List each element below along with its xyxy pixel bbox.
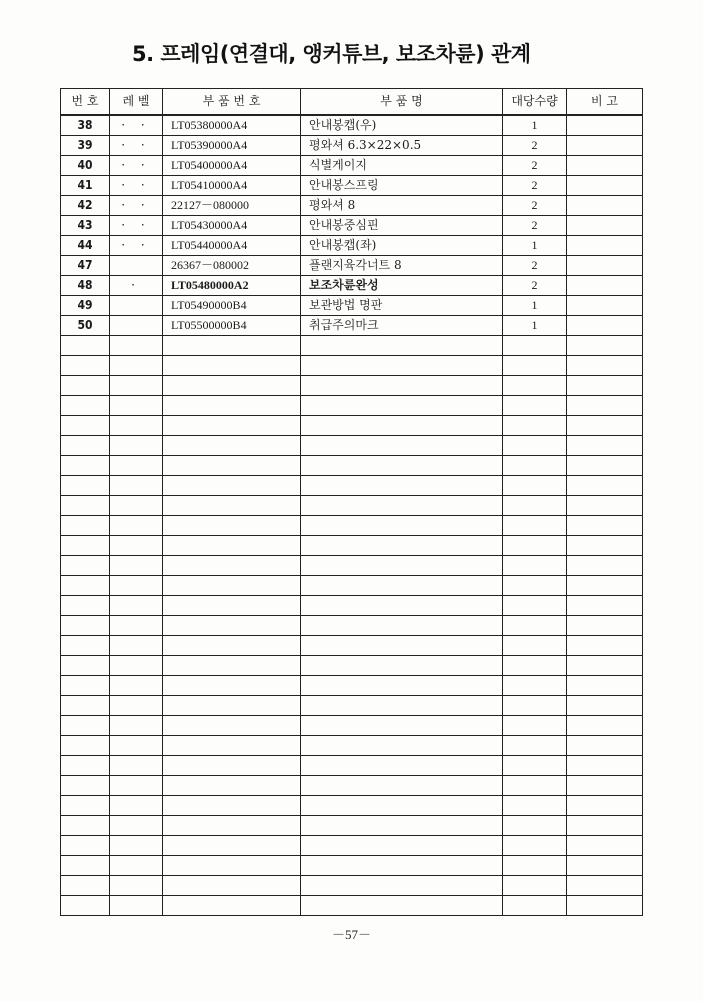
empty-cell <box>110 856 163 876</box>
empty-cell <box>567 896 643 916</box>
empty-cell <box>567 716 643 736</box>
cell-qty: 2 <box>503 256 567 276</box>
empty-cell <box>301 636 503 656</box>
empty-cell <box>110 756 163 776</box>
cell-level <box>110 256 163 276</box>
empty-cell <box>61 496 110 516</box>
cell-part-name: 평와셔 8 <box>301 196 503 216</box>
empty-cell <box>163 616 301 636</box>
empty-cell <box>567 656 643 676</box>
empty-cell <box>61 836 110 856</box>
cell-part-no: LT05490000B4 <box>163 296 301 316</box>
empty-cell <box>61 616 110 636</box>
empty-cell <box>503 616 567 636</box>
empty-cell <box>110 396 163 416</box>
empty-cell <box>503 636 567 656</box>
empty-cell <box>301 456 503 476</box>
empty-cell <box>301 336 503 356</box>
cell-no: 42 <box>61 196 110 216</box>
empty-cell <box>567 476 643 496</box>
empty-cell <box>301 816 503 836</box>
empty-cell <box>61 436 110 456</box>
cell-note <box>567 276 643 296</box>
empty-cell <box>61 396 110 416</box>
empty-cell <box>567 636 643 656</box>
table-row <box>61 316 643 336</box>
empty-cell <box>61 516 110 536</box>
page-number: －57－ <box>331 927 371 942</box>
empty-cell <box>61 876 110 896</box>
empty-cell <box>567 616 643 636</box>
empty-cell <box>567 376 643 396</box>
empty-cell <box>163 716 301 736</box>
empty-cell <box>163 516 301 536</box>
empty-cell <box>503 416 567 436</box>
cell-part-name: 보관방법 명판 <box>301 296 503 316</box>
empty-table-row <box>61 676 643 696</box>
cell-no: 38 <box>61 115 110 136</box>
empty-cell <box>110 436 163 456</box>
empty-cell <box>110 596 163 616</box>
empty-cell <box>301 356 503 376</box>
empty-cell <box>567 796 643 816</box>
empty-cell <box>110 356 163 376</box>
empty-cell <box>567 516 643 536</box>
empty-cell <box>567 396 643 416</box>
empty-cell <box>61 676 110 696</box>
empty-cell <box>163 336 301 356</box>
cell-level: · · <box>110 136 163 156</box>
empty-cell <box>163 376 301 396</box>
empty-cell <box>567 456 643 476</box>
empty-cell <box>61 756 110 776</box>
empty-table-row <box>61 856 643 876</box>
empty-cell <box>110 336 163 356</box>
empty-cell <box>110 696 163 716</box>
empty-cell <box>110 456 163 476</box>
empty-cell <box>61 536 110 556</box>
empty-cell <box>301 796 503 816</box>
cell-qty: 1 <box>503 296 567 316</box>
empty-cell <box>61 456 110 476</box>
empty-cell <box>110 516 163 536</box>
empty-cell <box>61 636 110 656</box>
empty-cell <box>110 736 163 756</box>
empty-cell <box>503 736 567 756</box>
empty-cell <box>301 596 503 616</box>
empty-cell <box>503 896 567 916</box>
empty-cell <box>163 816 301 836</box>
cell-part-name: 식별게이지 <box>301 156 503 176</box>
empty-cell <box>503 776 567 796</box>
empty-cell <box>503 376 567 396</box>
empty-cell <box>110 476 163 496</box>
empty-cell <box>301 896 503 916</box>
header-note: 비 고 <box>567 89 643 116</box>
empty-cell <box>301 376 503 396</box>
empty-cell <box>61 656 110 676</box>
empty-cell <box>163 416 301 436</box>
empty-cell <box>61 596 110 616</box>
empty-cell <box>503 656 567 676</box>
empty-cell <box>301 696 503 716</box>
empty-cell <box>110 836 163 856</box>
table-row <box>61 276 643 296</box>
empty-cell <box>503 516 567 536</box>
cell-part-name: 플랜지육각너트 8 <box>301 256 503 276</box>
empty-cell <box>503 496 567 516</box>
cell-no: 44 <box>61 236 110 256</box>
empty-cell <box>163 656 301 676</box>
empty-cell <box>503 576 567 596</box>
cell-part-name: 평와셔 6.3×22×0.5 <box>301 136 503 156</box>
empty-cell <box>503 796 567 816</box>
empty-table-row <box>61 696 643 716</box>
cell-note <box>567 216 643 236</box>
empty-cell <box>110 716 163 736</box>
empty-cell <box>503 696 567 716</box>
cell-part-name: 안내봉캡(좌) <box>301 236 503 256</box>
empty-cell <box>503 856 567 876</box>
empty-cell <box>567 816 643 836</box>
cell-note <box>567 176 643 196</box>
empty-cell <box>503 436 567 456</box>
empty-cell <box>61 376 110 396</box>
empty-cell <box>61 736 110 756</box>
empty-table-row <box>61 396 643 416</box>
empty-cell <box>301 836 503 856</box>
table-row <box>61 296 643 316</box>
empty-cell <box>163 636 301 656</box>
cell-qty: 2 <box>503 136 567 156</box>
cell-part-no: LT05440000A4 <box>163 236 301 256</box>
empty-cell <box>503 536 567 556</box>
cell-part-name: 안내봉중심핀 <box>301 216 503 236</box>
empty-cell <box>301 516 503 536</box>
empty-cell <box>301 536 503 556</box>
cell-note <box>567 136 643 156</box>
empty-cell <box>61 476 110 496</box>
empty-table-row <box>61 536 643 556</box>
empty-cell <box>61 556 110 576</box>
empty-cell <box>567 696 643 716</box>
empty-cell <box>301 876 503 896</box>
empty-table-row <box>61 716 643 736</box>
empty-cell <box>301 776 503 796</box>
empty-cell <box>61 776 110 796</box>
cell-level: · · <box>110 115 163 136</box>
cell-part-name: 안내봉스프링 <box>301 176 503 196</box>
cell-no: 47 <box>61 256 110 276</box>
table-row <box>61 156 643 176</box>
empty-cell <box>110 896 163 916</box>
empty-cell <box>163 836 301 856</box>
empty-cell <box>61 816 110 836</box>
cell-no: 48 <box>61 276 110 296</box>
empty-cell <box>110 376 163 396</box>
empty-cell <box>567 416 643 436</box>
empty-table-row <box>61 776 643 796</box>
cell-part-no: LT05390000A4 <box>163 136 301 156</box>
header-qty: 대당수량 <box>503 89 567 116</box>
empty-cell <box>301 576 503 596</box>
empty-cell <box>110 676 163 696</box>
cell-qty: 1 <box>503 316 567 336</box>
cell-no: 40 <box>61 156 110 176</box>
empty-table-row <box>61 736 643 756</box>
empty-cell <box>567 336 643 356</box>
empty-cell <box>61 856 110 876</box>
empty-table-row <box>61 816 643 836</box>
table-row <box>61 176 643 196</box>
empty-table-row <box>61 656 643 676</box>
cell-part-no: LT05500000B4 <box>163 316 301 336</box>
empty-table-row <box>61 556 643 576</box>
empty-cell <box>163 736 301 756</box>
empty-table-row <box>61 876 643 896</box>
empty-cell <box>567 736 643 756</box>
header-no: 번 호 <box>61 89 110 116</box>
empty-cell <box>567 836 643 856</box>
empty-cell <box>567 756 643 776</box>
empty-cell <box>503 816 567 836</box>
empty-cell <box>567 676 643 696</box>
cell-level <box>110 316 163 336</box>
empty-table-row <box>61 376 643 396</box>
cell-part-no: LT05380000A4 <box>163 115 301 136</box>
empty-cell <box>61 896 110 916</box>
empty-cell <box>163 796 301 816</box>
empty-cell <box>163 876 301 896</box>
cell-note <box>567 236 643 256</box>
empty-cell <box>567 576 643 596</box>
cell-level: · · <box>110 196 163 216</box>
empty-cell <box>503 596 567 616</box>
cell-note <box>567 296 643 316</box>
empty-cell <box>163 676 301 696</box>
empty-table-row <box>61 416 643 436</box>
cell-level <box>110 296 163 316</box>
cell-qty: 2 <box>503 276 567 296</box>
empty-cell <box>110 636 163 656</box>
empty-cell <box>301 436 503 456</box>
cell-no: 41 <box>61 176 110 196</box>
cell-level: · · <box>110 236 163 256</box>
empty-cell <box>163 396 301 416</box>
cell-qty: 2 <box>503 196 567 216</box>
empty-cell <box>301 656 503 676</box>
empty-cell <box>503 876 567 896</box>
empty-cell <box>61 416 110 436</box>
empty-table-row <box>61 496 643 516</box>
empty-cell <box>567 876 643 896</box>
empty-table-row <box>61 616 643 636</box>
empty-cell <box>163 756 301 776</box>
empty-table-row <box>61 456 643 476</box>
cell-part-no: LT05430000A4 <box>163 216 301 236</box>
empty-cell <box>110 796 163 816</box>
empty-cell <box>301 856 503 876</box>
empty-cell <box>163 356 301 376</box>
table-row <box>61 136 643 156</box>
header-part-no: 부 품 번 호 <box>163 89 301 116</box>
empty-cell <box>567 556 643 576</box>
empty-cell <box>163 456 301 476</box>
cell-note <box>567 156 643 176</box>
empty-cell <box>110 416 163 436</box>
empty-cell <box>503 676 567 696</box>
parts-table <box>60 88 643 916</box>
empty-cell <box>503 336 567 356</box>
cell-level: · · <box>110 156 163 176</box>
empty-cell <box>110 536 163 556</box>
empty-cell <box>301 496 503 516</box>
table-header-row <box>61 89 643 116</box>
header-level: 레 벨 <box>110 89 163 116</box>
empty-cell <box>163 476 301 496</box>
empty-cell <box>301 676 503 696</box>
cell-no: 49 <box>61 296 110 316</box>
empty-cell <box>301 616 503 636</box>
empty-cell <box>301 396 503 416</box>
empty-table-row <box>61 516 643 536</box>
empty-cell <box>110 776 163 796</box>
empty-cell <box>163 536 301 556</box>
cell-note <box>567 256 643 276</box>
empty-table-row <box>61 596 643 616</box>
empty-cell <box>301 756 503 776</box>
cell-qty: 2 <box>503 156 567 176</box>
empty-cell <box>301 716 503 736</box>
empty-table-row <box>61 636 643 656</box>
table-row <box>61 216 643 236</box>
empty-table-row <box>61 476 643 496</box>
empty-cell <box>503 756 567 776</box>
empty-cell <box>110 616 163 636</box>
empty-table-row <box>61 436 643 456</box>
empty-cell <box>163 596 301 616</box>
cell-part-name: 취급주의마크 <box>301 316 503 336</box>
empty-cell <box>163 436 301 456</box>
empty-table-row <box>61 796 643 816</box>
cell-note <box>567 115 643 136</box>
cell-part-name: 보조차륜완성 <box>301 276 503 296</box>
empty-cell <box>503 356 567 376</box>
empty-cell <box>567 596 643 616</box>
table-row <box>61 115 643 136</box>
empty-cell <box>503 716 567 736</box>
empty-table-row <box>61 756 643 776</box>
cell-part-no: LT05480000A2 <box>163 276 301 296</box>
empty-cell <box>110 496 163 516</box>
empty-cell <box>163 696 301 716</box>
empty-table-row <box>61 336 643 356</box>
cell-note <box>567 196 643 216</box>
empty-cell <box>503 456 567 476</box>
table-row <box>61 256 643 276</box>
empty-cell <box>61 356 110 376</box>
cell-part-name: 안내봉캡(우) <box>301 115 503 136</box>
empty-cell <box>567 776 643 796</box>
empty-cell <box>110 656 163 676</box>
empty-cell <box>163 496 301 516</box>
cell-part-no: LT05400000A4 <box>163 156 301 176</box>
empty-cell <box>163 776 301 796</box>
empty-cell <box>61 576 110 596</box>
empty-cell <box>503 836 567 856</box>
empty-table-row <box>61 576 643 596</box>
empty-cell <box>110 816 163 836</box>
cell-part-no: LT05410000A4 <box>163 176 301 196</box>
cell-qty: 1 <box>503 236 567 256</box>
cell-level: · <box>110 276 163 296</box>
empty-cell <box>163 896 301 916</box>
cell-no: 39 <box>61 136 110 156</box>
table-row <box>61 196 643 216</box>
empty-cell <box>61 796 110 816</box>
empty-table-row <box>61 356 643 376</box>
page-title: 5. 프레임(연결대, 앵커튜브, 보조차륜) 관계 <box>132 42 531 66</box>
empty-table-row <box>61 896 643 916</box>
empty-cell <box>163 856 301 876</box>
empty-cell <box>61 696 110 716</box>
empty-cell <box>61 336 110 356</box>
empty-cell <box>503 556 567 576</box>
empty-cell <box>163 556 301 576</box>
empty-cell <box>301 476 503 496</box>
cell-qty: 2 <box>503 216 567 236</box>
cell-note <box>567 316 643 336</box>
empty-cell <box>110 876 163 896</box>
empty-cell <box>503 396 567 416</box>
empty-cell <box>567 496 643 516</box>
empty-cell <box>567 856 643 876</box>
cell-qty: 2 <box>503 176 567 196</box>
header-part-name: 부 품 명 <box>301 89 503 116</box>
empty-cell <box>301 556 503 576</box>
empty-cell <box>110 556 163 576</box>
empty-cell <box>301 416 503 436</box>
empty-cell <box>301 736 503 756</box>
cell-qty: 1 <box>503 115 567 136</box>
empty-cell <box>110 576 163 596</box>
empty-table-row <box>61 836 643 856</box>
cell-no: 50 <box>61 316 110 336</box>
empty-cell <box>61 716 110 736</box>
empty-cell <box>567 436 643 456</box>
table-row <box>61 236 643 256</box>
cell-level: · · <box>110 216 163 236</box>
cell-part-no: 26367－080002 <box>163 256 301 276</box>
cell-part-no: 22127－080000 <box>163 196 301 216</box>
empty-cell <box>567 356 643 376</box>
empty-cell <box>503 476 567 496</box>
cell-level: · · <box>110 176 163 196</box>
cell-no: 43 <box>61 216 110 236</box>
empty-cell <box>567 536 643 556</box>
empty-cell <box>163 576 301 596</box>
